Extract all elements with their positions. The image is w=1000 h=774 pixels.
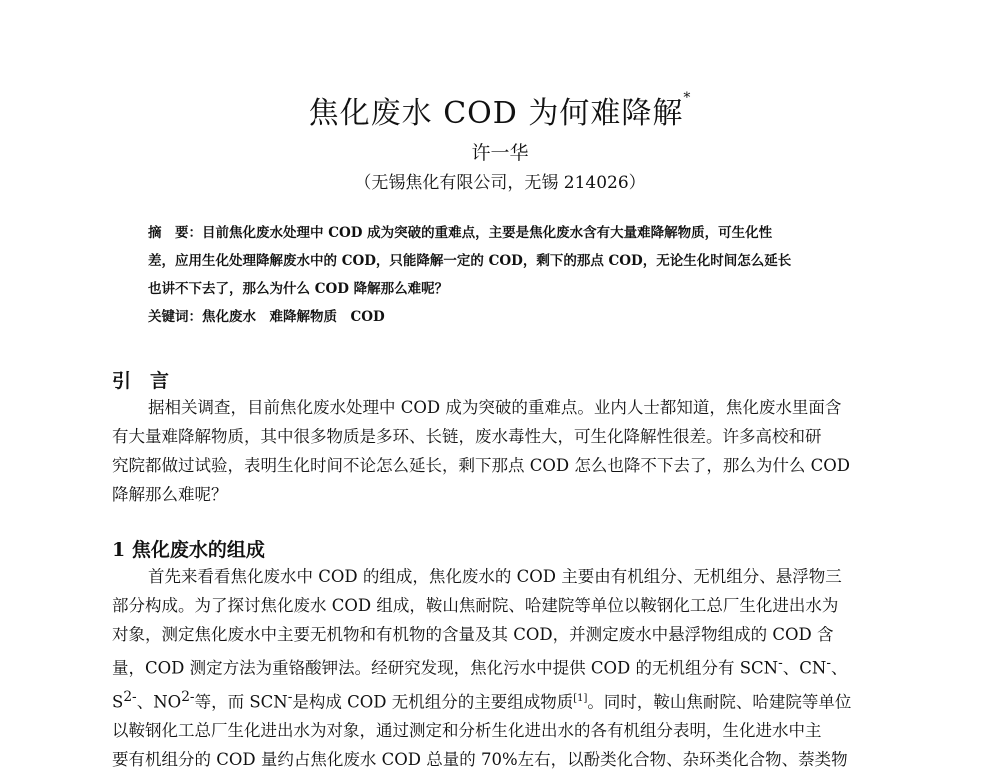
affiliation: （无锡焦化有限公司，无锡 214026） [354,173,646,193]
intro-line: 究院都做过试验，表明生化时间不论怎么延长，剩下那点 COD 怎么也降不下去了，那么为什么 COD [112,456,850,475]
section-1-heading: 1 焦化废水的组成 [112,539,265,561]
section-line-4-text: 量，COD 测定方法为重铬酸钾法。经研究发现，焦化污水中提供 COD 的无机组分有 SCN [112,658,779,678]
author: 许一华 [471,142,529,164]
abstract-line-1: 目前焦化废水处理中 COD 成为突破的重难点，主要是焦化废水含有大量难降解物质，可生化性 [202,225,773,241]
abstract [148,219,858,331]
line-5-end: 。同时，鞍山焦耐院、哈建院等单位 [587,692,852,711]
scn-superscript: - [778,655,783,671]
cn-superscript: - [826,655,831,671]
intro-heading: 引 言 [112,370,170,392]
paper-title [0,88,1000,132]
section-line: 部分构成。为了探讨焦化废水 COD 组成，鞍山焦耐院、哈建院等单位以鞍钢化工总厂生化进出水为 [112,596,839,615]
keywords-label: 关键词： [148,309,202,325]
section-line: 首先来看看焦化废水中 COD 的组成，焦化废水的 COD 主要由有机组分、无机组分、悬浮物三 [148,567,842,586]
line-5-mid: 是构成 COD 无机组分的主要组成物质 [292,692,574,711]
keywords-text: 焦化废水 难降解物质 COD [202,309,385,325]
title-footnote-mark: * [683,90,692,106]
section-line [112,649,892,683]
reference-mark[interactable]: [1] [573,692,588,704]
no-text: 、NO [136,692,182,711]
s-text: S [112,692,124,711]
section-1-paragraph [112,562,892,774]
abstract-line-3: 也讲不下去了，那么为什么 COD 降解那么难呢？ [148,281,449,297]
intro-line: 据相关调查，目前焦化废水处理中 COD 成为突破的重难点。业内人士都知道，焦化废水里面含 [148,398,842,417]
intro-line: 有大量难降解物质，其中很多物质是多环、长链，废水毒性大，可生化降解性很差。许多高校和研 [112,427,822,446]
intro-paragraph [112,393,892,509]
abstract-line-2: 差，应用生化处理降解废水中的 COD，只能降解一定的 COD，剩下的那点 COD，无论生化时间怎么延长 [148,253,792,269]
line-4-end: 、 [830,658,848,678]
title-text: 焦化废水 COD 为何难降解 [308,96,684,131]
no-superscript: 2- [181,688,195,705]
cn-text: 、CN [782,658,827,678]
scn-text: 等，而 SCN [194,692,288,711]
intro-line: 降解那么难呢？ [112,485,228,504]
scn-superscript-2: - [287,688,293,705]
section-line: 对象，测定焦化废水中主要无机物和有机物的含量及其 COD，并测定废水中悬浮物组成的 COD 含 [112,625,834,644]
s-superscript: 2- [123,688,137,705]
section-line: 以鞍钢化工总厂生化进出水为对象，通过测定和分析生化进出水的各有机组分表明，生化进水中主 [112,721,822,740]
section-line [112,683,892,717]
section-line: 要有机组分的 COD 量约占焦化废水 COD 总量的 70%左右，以酚类化合物、杂环类化合物、萘类物 [112,750,848,769]
abstract-label: 摘 要： [148,225,202,241]
